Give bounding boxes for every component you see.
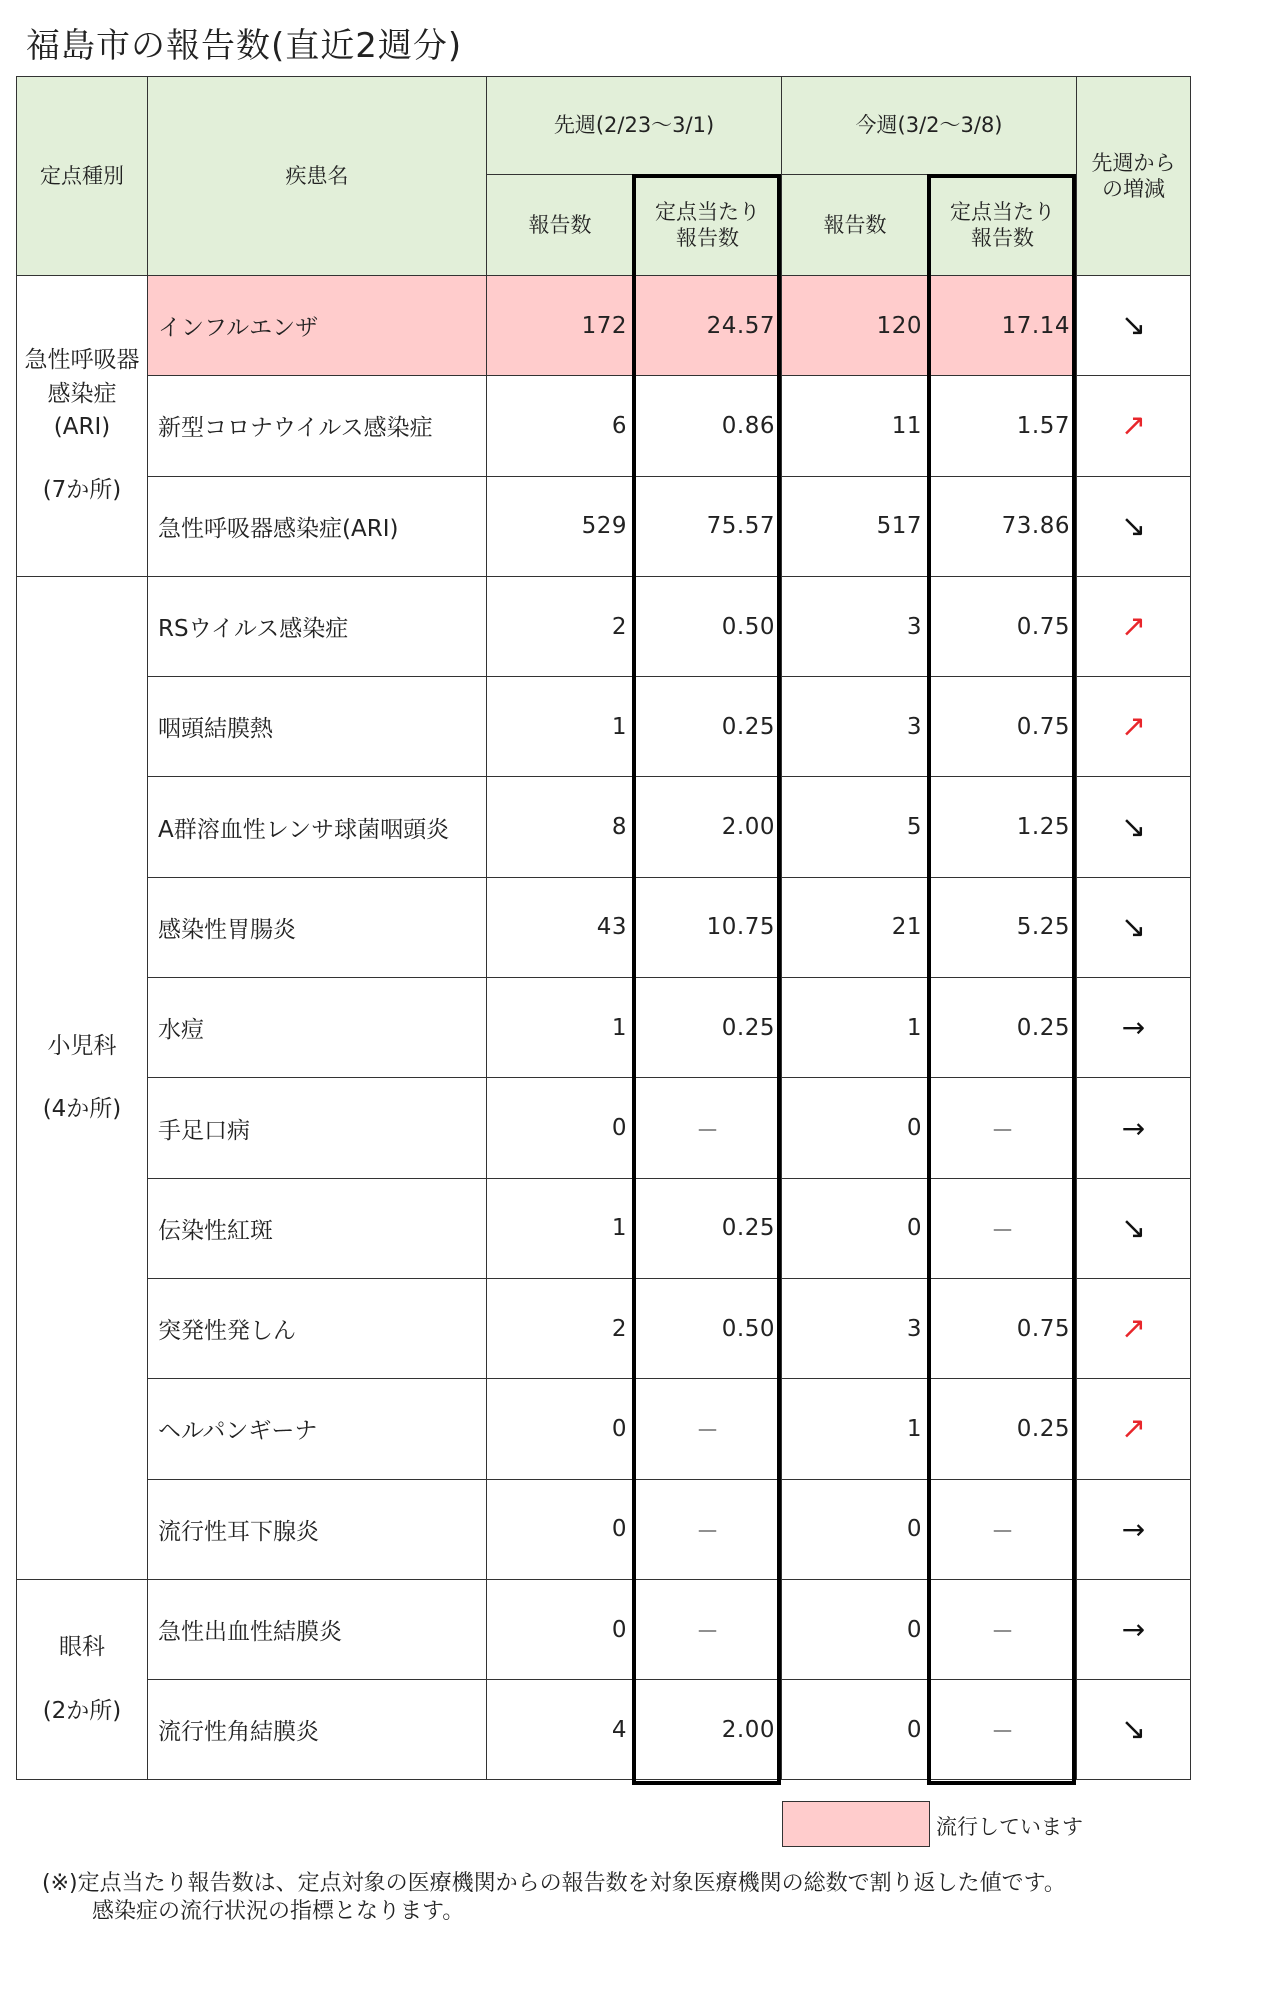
trend-up-arrow-icon: ↗ <box>1120 408 1147 444</box>
last-week-count: 6 <box>487 376 634 476</box>
footnote-line-2: 感染症の流行状況の指標となります。 <box>92 1898 465 1924</box>
report-table <box>16 76 1191 1780</box>
page-title: 福島市の報告数(直近2週分) <box>26 26 463 66</box>
header-this-per-sentinel: 定点当たり 報告数 <box>929 175 1077 276</box>
table-row <box>17 1178 1191 1278</box>
disease-name: 咽頭結膜熱 <box>148 677 487 777</box>
disease-name: A群溶血性レンサ球菌咽頭炎 <box>148 777 487 877</box>
category-name: 眼科 <box>59 1634 105 1661</box>
last-week-count: 0 <box>487 1579 634 1679</box>
last-week-rate: － <box>634 1078 782 1178</box>
trend-cell <box>1077 677 1191 777</box>
this-week-count: 0 <box>782 1479 929 1579</box>
this-week-rate: － <box>929 1078 1077 1178</box>
last-week-count: 2 <box>487 576 634 676</box>
disease-name: RSウイルス感染症 <box>148 576 487 676</box>
this-week-rate: 17.14 <box>929 276 1077 376</box>
header-change: 先週から の増減 <box>1077 77 1191 276</box>
last-week-count: 8 <box>487 777 634 877</box>
disease-name: ヘルパンギーナ <box>148 1379 487 1479</box>
category-sites: (7か所) <box>42 477 122 504</box>
this-week-count: 3 <box>782 1278 929 1378</box>
trend-down-arrow-icon: ↘ <box>1120 1210 1147 1246</box>
trend-flat-arrow-icon: → <box>1121 1011 1146 1045</box>
last-week-rate: 0.50 <box>634 576 782 676</box>
category-cell <box>17 576 148 1579</box>
last-week-count: 0 <box>487 1479 634 1579</box>
this-week-rate: 5.25 <box>929 877 1077 977</box>
last-week-rate: 0.86 <box>634 376 782 476</box>
last-week-rate: 2.00 <box>634 1680 782 1780</box>
trend-cell <box>1077 877 1191 977</box>
this-week-rate: 1.25 <box>929 777 1077 877</box>
table-row <box>17 576 1191 676</box>
disease-name: 流行性耳下腺炎 <box>148 1479 487 1579</box>
last-week-count: 1 <box>487 677 634 777</box>
footnote <box>42 1870 1066 1925</box>
table-body <box>17 276 1191 1780</box>
table-row <box>17 476 1191 576</box>
last-week-count: 4 <box>487 1680 634 1780</box>
disease-name: 突発性発しん <box>148 1278 487 1378</box>
last-week-count: 43 <box>487 877 634 977</box>
legend-epidemic-swatch <box>782 1801 930 1847</box>
this-week-count: 3 <box>782 576 929 676</box>
trend-flat-arrow-icon: → <box>1121 1111 1146 1145</box>
table-row <box>17 677 1191 777</box>
table-row <box>17 1579 1191 1679</box>
last-week-count: 1 <box>487 1178 634 1278</box>
header-this-reports: 報告数 <box>782 175 929 276</box>
trend-cell <box>1077 576 1191 676</box>
category-cell <box>17 276 148 577</box>
this-week-count: 0 <box>782 1078 929 1178</box>
this-week-rate: － <box>929 1579 1077 1679</box>
trend-cell <box>1077 1178 1191 1278</box>
this-week-rate: 0.75 <box>929 677 1077 777</box>
trend-flat-arrow-icon: → <box>1121 1613 1146 1646</box>
header-this-week: 今週(3/2～3/8) <box>782 77 1077 175</box>
this-week-count: 0 <box>782 1680 929 1780</box>
last-week-rate: 0.25 <box>634 677 782 777</box>
disease-name: 感染性胃腸炎 <box>148 877 487 977</box>
trend-cell <box>1077 1278 1191 1378</box>
this-week-rate: 73.86 <box>929 476 1077 576</box>
trend-down-arrow-icon: ↘ <box>1120 308 1147 344</box>
header-category: 定点種別 <box>17 77 148 276</box>
this-week-rate: 1.57 <box>929 376 1077 476</box>
trend-cell <box>1077 777 1191 877</box>
last-week-rate: 0.25 <box>634 978 782 1078</box>
disease-name: 手足口病 <box>148 1078 487 1178</box>
trend-cell <box>1077 978 1191 1078</box>
disease-name: 急性呼吸器感染症(ARI) <box>148 476 487 576</box>
trend-flat-arrow-icon: → <box>1121 1512 1146 1546</box>
trend-cell <box>1077 476 1191 576</box>
trend-cell <box>1077 1479 1191 1579</box>
this-week-rate: － <box>929 1680 1077 1780</box>
trend-down-arrow-icon: ↘ <box>1120 508 1147 544</box>
category-sites: (2か所) <box>42 1697 122 1724</box>
category-cell <box>17 1579 148 1780</box>
last-week-count: 529 <box>487 476 634 576</box>
last-week-rate: － <box>634 1579 782 1679</box>
trend-up-arrow-icon: ↗ <box>1120 1311 1147 1347</box>
last-week-rate: 2.00 <box>634 777 782 877</box>
trend-up-arrow-icon: ↗ <box>1120 709 1147 745</box>
last-week-rate: － <box>634 1479 782 1579</box>
disease-name: インフルエンザ <box>148 276 487 376</box>
legend-epidemic-label: 流行しています <box>936 1815 1083 1839</box>
table-row <box>17 1078 1191 1178</box>
header-disease: 疾患名 <box>148 77 487 276</box>
trend-up-arrow-icon: ↗ <box>1120 609 1147 645</box>
this-week-rate: 0.75 <box>929 1278 1077 1378</box>
trend-cell <box>1077 1579 1191 1679</box>
this-week-count: 3 <box>782 677 929 777</box>
this-week-count: 11 <box>782 376 929 476</box>
last-week-rate: 75.57 <box>634 476 782 576</box>
trend-down-arrow-icon: ↘ <box>1120 809 1147 845</box>
table-row <box>17 1379 1191 1479</box>
this-week-count: 1 <box>782 1379 929 1479</box>
table-row <box>17 276 1191 376</box>
last-week-rate: 0.25 <box>634 1178 782 1278</box>
last-week-count: 172 <box>487 276 634 376</box>
table-row <box>17 376 1191 476</box>
disease-name: 新型コロナウイルス感染症 <box>148 376 487 476</box>
header-last-per-sentinel: 定点当たり 報告数 <box>634 175 782 276</box>
this-week-rate: 0.25 <box>929 978 1077 1078</box>
table-row <box>17 1278 1191 1378</box>
this-week-count: 21 <box>782 877 929 977</box>
table-row <box>17 1479 1191 1579</box>
footnote-line-1: (※)定点当たり報告数は、定点対象の医療機関からの報告数を対象医療機関の総数で割り返した値です。 <box>42 1871 1066 1896</box>
this-week-rate: 0.25 <box>929 1379 1077 1479</box>
trend-cell <box>1077 1680 1191 1780</box>
trend-cell <box>1077 376 1191 476</box>
disease-name: 急性出血性結膜炎 <box>148 1579 487 1679</box>
this-week-count: 0 <box>782 1579 929 1679</box>
table-row <box>17 1680 1191 1780</box>
last-week-count: 0 <box>487 1078 634 1178</box>
trend-cell <box>1077 1078 1191 1178</box>
trend-cell <box>1077 1379 1191 1479</box>
category-name: 急性呼吸器 感染症 (ARI) <box>24 347 140 440</box>
this-week-rate: 0.75 <box>929 576 1077 676</box>
header-last-week: 先週(2/23～3/1) <box>487 77 782 175</box>
this-week-count: 5 <box>782 777 929 877</box>
this-week-count: 0 <box>782 1178 929 1278</box>
disease-name: 伝染性紅斑 <box>148 1178 487 1278</box>
last-week-rate: 10.75 <box>634 877 782 977</box>
last-week-rate: － <box>634 1379 782 1479</box>
disease-name: 流行性角結膜炎 <box>148 1680 487 1780</box>
disease-name: 水痘 <box>148 978 487 1078</box>
last-week-rate: 0.50 <box>634 1278 782 1378</box>
trend-down-arrow-icon: ↘ <box>1120 1712 1147 1748</box>
header-last-reports: 報告数 <box>487 175 634 276</box>
table-row <box>17 978 1191 1078</box>
category-name: 小児科 <box>47 1032 117 1059</box>
trend-up-arrow-icon: ↗ <box>1120 1411 1147 1447</box>
last-week-count: 2 <box>487 1278 634 1378</box>
this-week-count: 517 <box>782 476 929 576</box>
this-week-rate: － <box>929 1479 1077 1579</box>
trend-down-arrow-icon: ↘ <box>1120 909 1147 945</box>
category-sites: (4か所) <box>42 1095 122 1122</box>
last-week-count: 1 <box>487 978 634 1078</box>
last-week-count: 0 <box>487 1379 634 1479</box>
table-row <box>17 877 1191 977</box>
trend-cell <box>1077 276 1191 376</box>
this-week-count: 1 <box>782 978 929 1078</box>
this-week-count: 120 <box>782 276 929 376</box>
this-week-rate: － <box>929 1178 1077 1278</box>
table-row <box>17 777 1191 877</box>
last-week-rate: 24.57 <box>634 276 782 376</box>
